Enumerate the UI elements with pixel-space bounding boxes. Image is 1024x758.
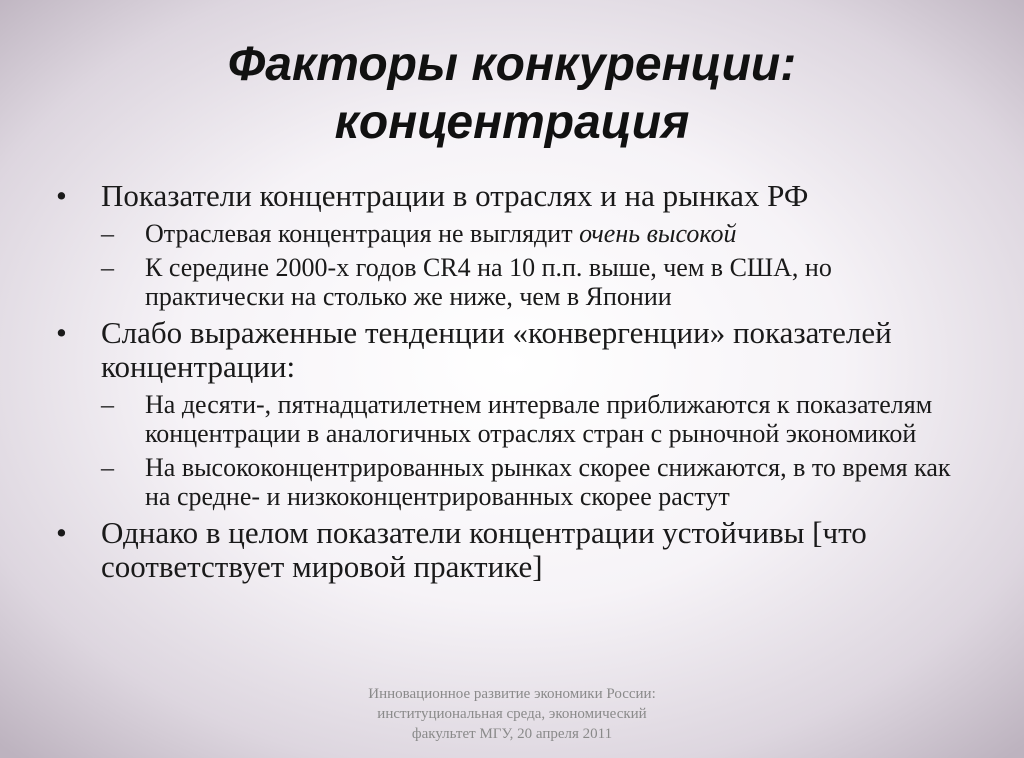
sub-bullet-emphasis: очень высокой	[579, 219, 737, 248]
dash-marker: –	[101, 219, 114, 248]
bullet-text: Однако в целом показатели концентрации устойчивы [что соответствует мировой практике]	[101, 515, 867, 584]
sub-bullet-text: На высококонцентрированных рынках скорее снижаются, в то время как на средне- и низкоконцентрированных скорее растут	[145, 453, 951, 511]
bullet-item	[56, 316, 956, 384]
bullet-list	[56, 179, 956, 590]
sub-bullet-item	[101, 453, 956, 511]
bullet-item	[56, 516, 956, 584]
bullet-text: Показатели концентрации в отраслях и на рынках РФ	[101, 178, 809, 213]
bullet-marker: •	[56, 515, 67, 550]
slide-title	[0, 36, 1024, 152]
sub-bullet-text: На десяти-, пятнадцатилетнем интервале приближаются к показателям концентрации в аналогичных отраслях стран с рыночной экономикой	[145, 390, 933, 448]
slide-title-line-2: концентрация	[334, 96, 690, 149]
sub-bullet-text: Отраслевая концентрация не выглядит	[145, 219, 580, 248]
dash-marker: –	[101, 253, 114, 282]
sub-bullet-item	[101, 253, 956, 311]
sub-bullet-text: К середине 2000-х годов CR4 на 10 п.п. выше, чем в США, но практически на столько же ниже, чем в Японии	[145, 253, 832, 311]
slide-footer: Инновационное развитие экономики России: институциональная среда, экономический факультет МГУ, 20 апреля 2011	[368, 686, 656, 742]
dash-marker: –	[101, 453, 114, 482]
dash-marker: –	[101, 390, 114, 419]
bullet-item	[56, 179, 956, 213]
bullet-marker: •	[56, 315, 67, 350]
bullet-text: Слабо выраженные тенденции «конвергенции» показателей концентрации:	[101, 315, 892, 384]
bullet-marker: •	[56, 178, 67, 213]
slide-title-line-1: Факторы конкуренции:	[227, 38, 797, 91]
sub-bullet-item	[101, 219, 956, 248]
sub-bullet-item	[101, 390, 956, 448]
